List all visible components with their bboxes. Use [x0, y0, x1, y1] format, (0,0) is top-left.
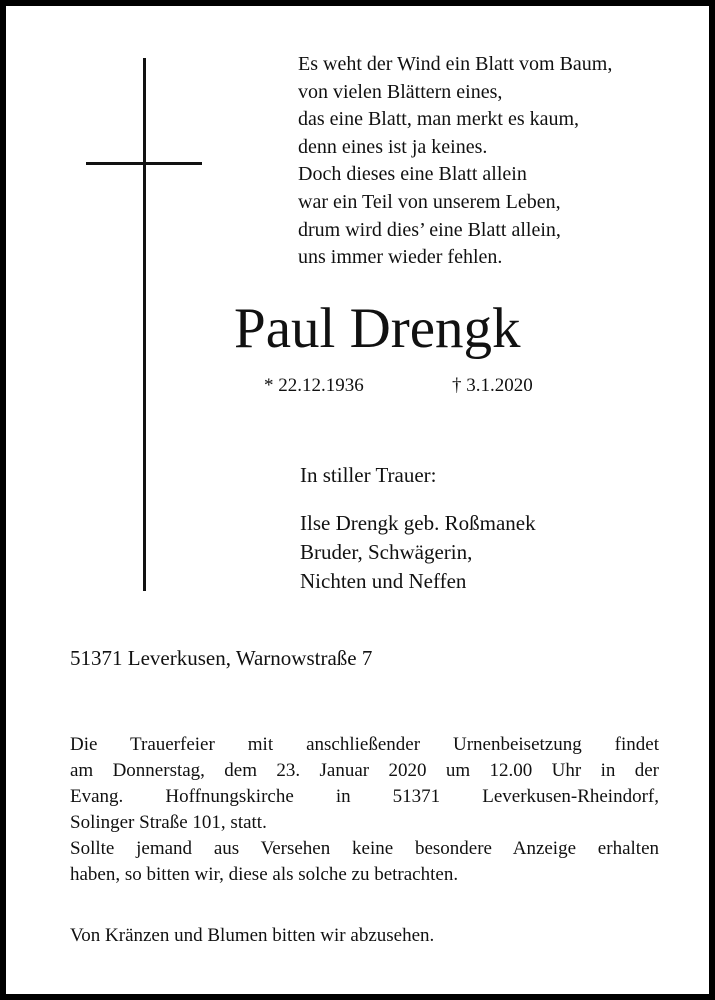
mourner-line: Nichten und Neffen [300, 569, 467, 593]
service-line: Evang. Hoffnungskirche in 51371 Leverkusen-Rheindorf, [70, 786, 659, 807]
poem-line: drum wird dies’ eine Blatt allein, [298, 218, 561, 241]
deceased-name: Paul Drengk [234, 297, 521, 360]
mourner-line: Bruder, Schwägerin, [300, 540, 473, 564]
mourning-heading: In stiller Trauer: [300, 463, 437, 487]
family-address: 51371 Leverkusen, Warnowstraße 7 [70, 646, 373, 670]
mourners-list [300, 509, 536, 596]
service-line: haben, so bitten wir, diese als solche zu betrachten. [70, 864, 459, 885]
service-line: Sollte jemand aus Versehen keine besondere Anzeige erhalten [70, 838, 659, 859]
service-line: Solinger Straße 101, statt. [70, 812, 267, 833]
birth-date: * 22.12.1936 [264, 375, 364, 396]
cross-vertical-bar [143, 58, 146, 591]
poem [298, 51, 612, 272]
funeral-service-notice [70, 732, 659, 888]
service-line: Die Trauerfeier mit anschließender Urnenbeisetzung findet [70, 734, 659, 755]
poem-line: Doch dieses eine Blatt allein [298, 163, 527, 186]
poem-line: das eine Blatt, man merkt es kaum, [298, 108, 580, 131]
flowers-note: Von Kränzen und Blumen bitten wir abzusehen. [70, 925, 435, 946]
death-date: † 3.1.2020 [452, 375, 533, 396]
poem-line: uns immer wieder fehlen. [298, 246, 503, 269]
poem-line: von vielen Blättern eines, [298, 80, 503, 103]
mourner-line: Ilse Drengk geb. Roßmanek [300, 511, 536, 535]
cross-horizontal-bar [86, 162, 202, 165]
poem-line: war ein Teil von unserem Leben, [298, 190, 561, 213]
poem-line: denn eines ist ja keines. [298, 135, 488, 158]
service-line: am Donnerstag, dem 23. Januar 2020 um 12.00 Uhr in der [70, 760, 659, 781]
poem-line: Es weht der Wind ein Blatt vom Baum, [298, 53, 613, 75]
